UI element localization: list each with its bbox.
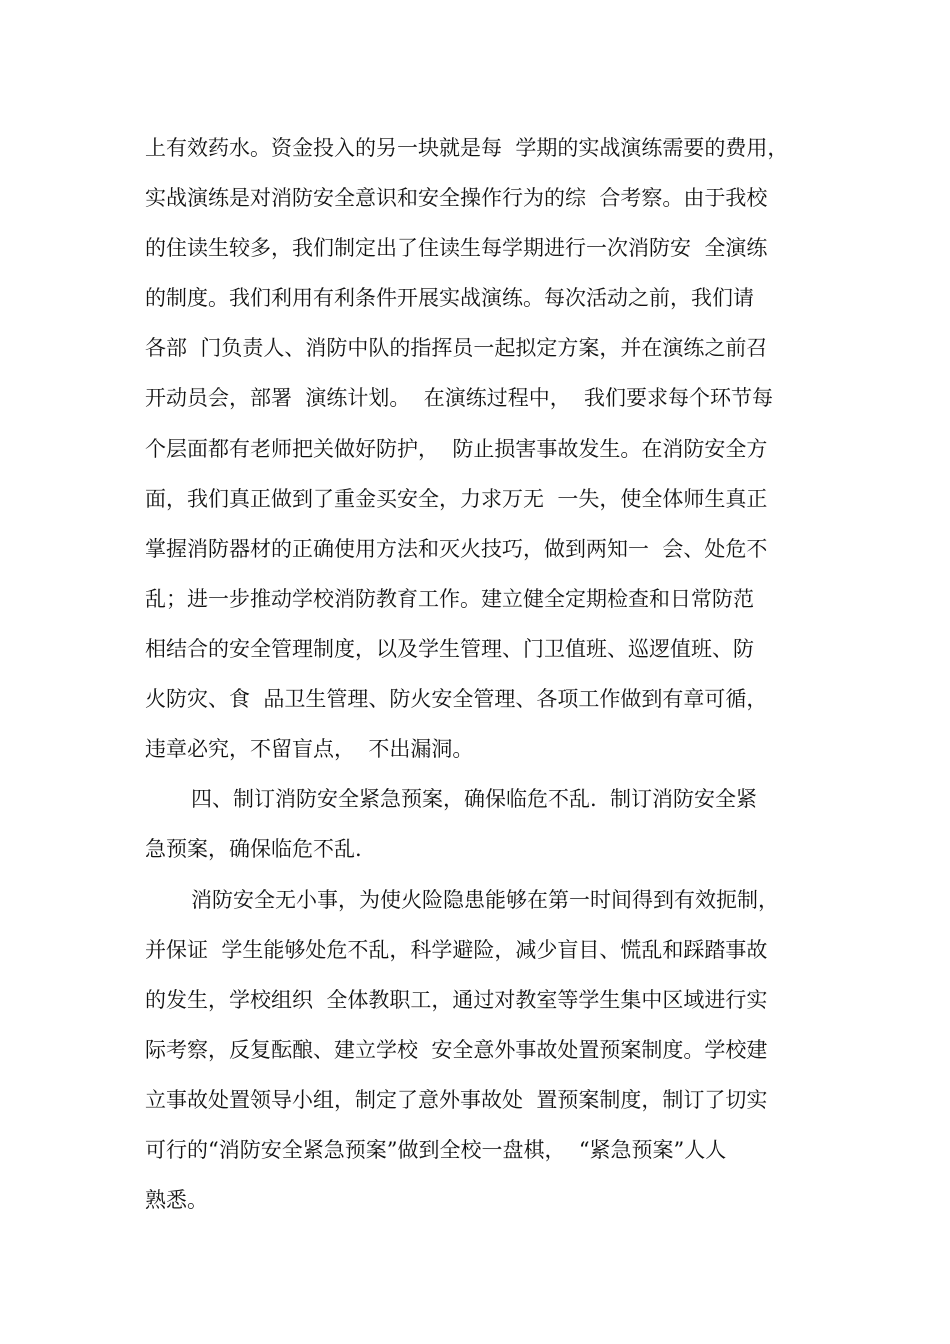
paragraph-1-line-9: 掌握消防器材的正确使用方法和灭火技巧，做到两知一 会、处危不 — [145, 537, 768, 561]
paragraph-1-line-6: 开动员会，部署 演练计划。 在演练过程中， 我们要求每个环节每 — [145, 386, 774, 410]
paragraph-3-line-3: 的发生，学校组织 全体教职工，通过对教室等学生集中区域进行实 — [145, 988, 768, 1012]
paragraph-3-line-7: 熟悉。 — [145, 1188, 208, 1212]
paragraph-1-line-13: 违章必究，不留盲点， 不出漏洞。 — [145, 737, 474, 761]
paragraph-3-line-6: 可行的“消防安全紧急预案”做到全校一盘棋， “紧急预案”人人 — [145, 1138, 727, 1162]
section-heading-line-1: 四、制订消防安全紧急预案，确保临危不乱. 制订消防安全紧 — [191, 787, 758, 811]
paragraph-3-line-5: 立事故处置领导小组，制定了意外事故处 置预案制度，制订了切实 — [145, 1088, 768, 1112]
paragraph-1-line-10: 乱；进一步推动学校消防教育工作。建立健全定期检查和日常防范 — [145, 587, 754, 611]
paragraph-1-line-3: 的住读生较多，我们制定出了住读生每学期进行一次消防安 全演练 — [145, 236, 768, 260]
paragraph-1-line-7: 个层面都有老师把关做好防护， 防止损害事故发生。在消防安全方 — [145, 437, 768, 461]
paragraph-1-line-5: 各部 门负责人、消防中队的指挥员一起拟定方案，并在演练之前召 — [145, 336, 768, 360]
paragraph-1-line-2: 实战演练是对消防安全意识和安全操作行为的综 合考察。由于我校 — [145, 186, 768, 210]
paragraph-1-line-11: 相结合的安全管理制度，以及学生管理、门卫值班、巡逻值班、防 — [145, 637, 754, 661]
paragraph-3-line-2: 并保证 学生能够处危不乱，科学避险，减少盲目、慌乱和踩踏事故 — [145, 938, 768, 962]
section-heading-line-2: 急预案，确保临危不乱. — [145, 837, 362, 861]
paragraph-1-line-4: 的制度。我们利用有利条件开展实战演练。每次活动之前，我们请 — [145, 286, 754, 310]
paragraph-1-line-8: 面，我们真正做到了重金买安全，力求万无 一失，使全体师生真正 — [145, 487, 768, 511]
paragraph-1-line-12: 火防灾、食 品卫生管理、防火安全管理、各项工作做到有章可循， — [145, 687, 768, 711]
paragraph-1-line-1: 上有效药水。资金投入的另一块就是每 学期的实战演练需要的费用， — [145, 136, 789, 160]
paragraph-3-line-4: 际考察，反复酝酿、建立学校 安全意外事故处置预案制度。学校建 — [145, 1038, 768, 1062]
paragraph-3-line-1: 消防安全无小事，为使火险隐患能够在第一时间得到有效扼制， — [191, 888, 779, 912]
